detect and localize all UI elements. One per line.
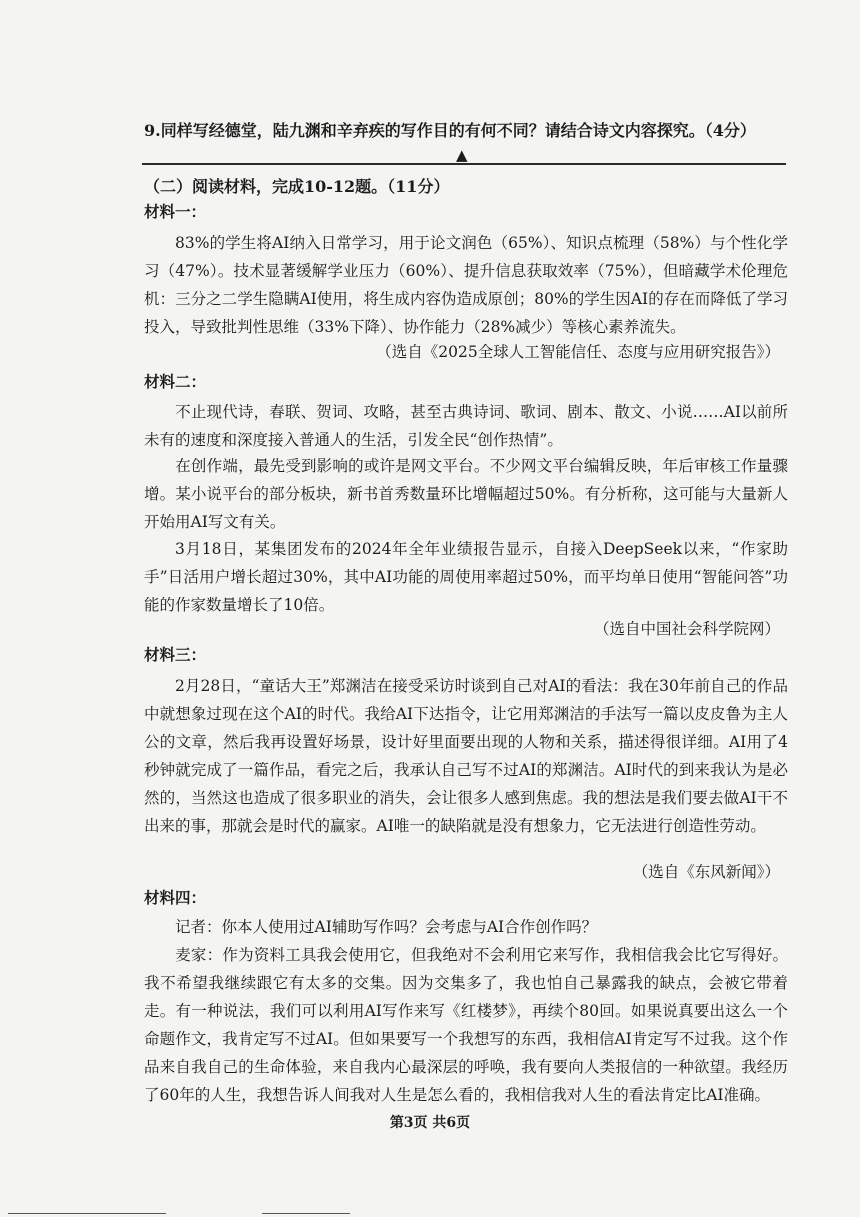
material-2-paragraph-3 bbox=[144, 535, 788, 619]
reporter-question: 记者：你本人使用过AI辅助写作吗？会考虑与AI合作创作吗？ bbox=[175, 918, 598, 936]
material-1-label: 材料一： bbox=[144, 202, 207, 221]
question-9: 9.同样写经德堂，陆九渊和辛弃疾的写作目的有何不同？请结合诗文内容探究。（4分） bbox=[144, 121, 756, 140]
material-3-label: 材料三： bbox=[144, 645, 207, 664]
material-2-p3: 3月18日，某集团发布的2024年全年业绩报告显示，自接入DeepSeek以来，“作家助手”日活用户增长超过30%，其中AI功能的周使用率超过50%，而平均单日使用“智能问答”功能的作家数量增长了10倍。 bbox=[144, 540, 788, 614]
material-2-label: 材料二： bbox=[144, 372, 207, 391]
material-3-body: 2月28日，“童话大王”郑渊洁在接受采访时谈到自己对AI的看法：我在30年前自己的作品中就想象过现在这个AI的时代。我给AI下达指令，让它用郑渊洁的手法写一篇以皮皮鲁为主人公的文章，然后我再设置好场景，设计好里面要出现的人物和关系，描述得很详细。AI用了4秒钟就完成了一篇作品，看完之后，我承认自己写不过AI的郑渊洁。AI时代的到来我认为是必然的，当然这也造成了很多职业的消失，会让很多人感到焦虑。我的想法是我们要去做AI干不出来的事，那就会是时代的赢家。AI唯一的缺陷就是没有想象力，它无法进行创造性劳动。 bbox=[144, 677, 788, 835]
maijia-answer: 麦家：作为资料工具我会使用它，但我绝对不会利用它来写作，我相信我会比它写得好。我不希望我继续跟它有太多的交集。因为交集多了，我也怕自己暴露我的缺点，会被它带着走。有一种说法，我们可以利用AI写作来写《红楼梦》，再续个80回。如果说真要出这么一个命题作文，我肯定写不过AI。但如果要写一个我想写的东西，我相信AI肯定写不过我。这个作品来自我自己的生命体验，来自我内心最深层的呼唤，我有要向人类报信的一种欲望。我经历了60年的人生，我想告诉人间我对人生是怎么看的，我相信我对人生的看法肯定比AI准确。 bbox=[144, 946, 788, 1104]
material-2-paragraph-2 bbox=[144, 452, 788, 536]
material-3-source: （选自《东风新闻》） bbox=[632, 863, 780, 881]
page-number: 第3页 共6页 bbox=[389, 1115, 471, 1131]
answer-area-triangle-icon: ▲ bbox=[456, 146, 468, 164]
material-1-source: （选自《2025全球人工智能信任、态度与应用研究报告》） bbox=[376, 343, 780, 361]
material-3-text bbox=[144, 672, 788, 840]
divider-line bbox=[142, 163, 786, 165]
material-1-text bbox=[144, 229, 788, 341]
material-1-body: 83%的学生将AI纳入日常学习，用于论文润色（65%）、知识点梳理（58%）与个性化学习（47%）。技术显著缓解学业压力（60%）、提升信息获取效率（75%），但暗藏学术伦理危机：三分之二学生隐瞒AI使用，将生成内容伪造成原创；80%的学生因AI的存在而降低了学习投入，导致批判性思维（33%下降）、协作能力（28%减少）等核心素养流失。 bbox=[144, 234, 788, 336]
material-4-label: 材料四： bbox=[144, 888, 207, 907]
material-2-paragraph-1 bbox=[144, 398, 788, 454]
material-2-source: （选自中国社会科学院网） bbox=[593, 620, 780, 638]
bottom-edge-line-right bbox=[262, 1213, 350, 1214]
section-title: （二）阅读材料，完成10-12题。（11分） bbox=[144, 177, 450, 196]
material-2-p2: 在创作端，最先受到影响的或许是网文平台。不少网文平台编辑反映，年后审核工作量骤增。某小说平台的部分板块，新书首秀数量环比增幅超过50%。有分析称，这可能与大量新人开始用AI写文有关。 bbox=[144, 457, 788, 531]
bottom-edge-line-left bbox=[8, 1213, 166, 1214]
material-4-question bbox=[144, 913, 788, 941]
material-4-answer bbox=[144, 941, 788, 1109]
material-2-p1: 不止现代诗，春联、贺词、攻略，甚至古典诗词、歌词、剧本、散文、小说……AI以前所未有的速度和深度接入普通人的生活，引发全民“创作热情”。 bbox=[144, 403, 788, 449]
